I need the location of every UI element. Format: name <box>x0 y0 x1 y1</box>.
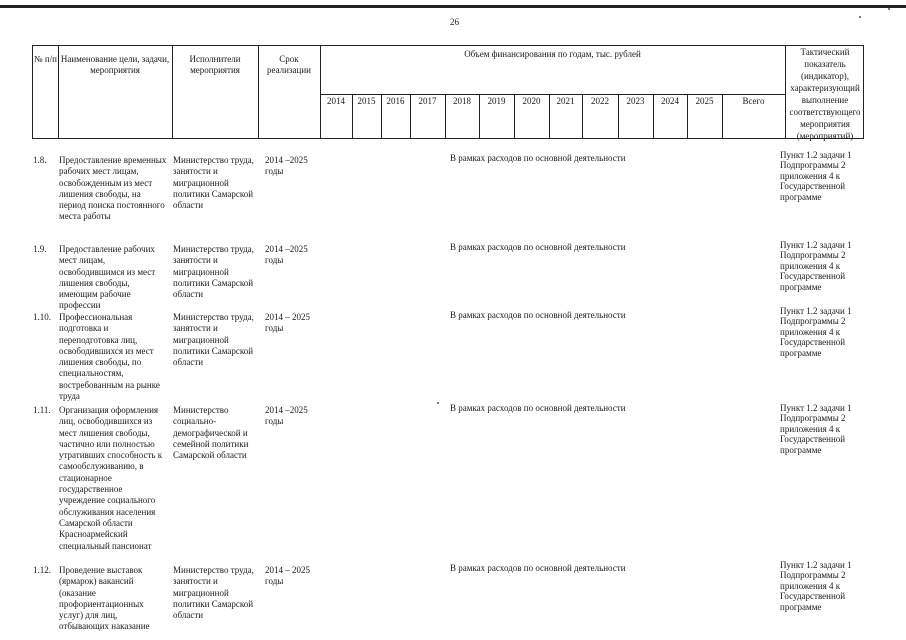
row-financing: В рамках расходов по основной деятельности <box>450 563 626 573</box>
top-scan-border <box>0 5 906 8</box>
row-executors: Министерство социально-демографической и семейной политики Самарской области <box>173 405 249 461</box>
year-2015: 2015 <box>357 96 376 106</box>
header-divider <box>172 46 173 138</box>
scan-speck <box>888 8 890 10</box>
row-number: 1.10. <box>33 312 51 322</box>
row-indicator: Пункт 1.2 задачи 1 Подпрограммы 2 приложения 4 к Государственной программе <box>780 306 852 358</box>
header-num: № п/п <box>34 54 57 64</box>
row-indicator: Пункт 1.2 задачи 1 Подпрограммы 2 приложения 4 к Государственной программе <box>780 150 852 202</box>
header-indicator: Тактический показатель (индикатор), характеризующий выполнение соответствующего мероприятия (мероприятий) <box>789 47 861 141</box>
year-2018: 2018 <box>453 96 471 106</box>
row-indicator: Пункт 1.2 задачи 1 Подпрограммы 2 приложения 4 к Государственной программе <box>780 403 852 455</box>
row-number: 1.9. <box>33 244 47 254</box>
table-header <box>32 45 864 139</box>
row-number: 1.11. <box>33 405 51 415</box>
row-name: Организация оформления лиц, освободившихся из мест лишения свободы, частично или полностью утративших способность к самообслуживанию, в стационарное государственное учреждение социального обслуживания населения Самарской области Красноармейский специальный пансионат <box>59 405 163 551</box>
header-divider <box>785 46 786 138</box>
year-2024: 2024 <box>661 96 679 106</box>
row-executors: Министерство труда, занятости и миграционной политики Самарской области <box>173 312 254 368</box>
row-executors: Министерство труда, занятости и миграционной политики Самарской области <box>173 565 254 621</box>
row-number: 1.12. <box>33 565 51 575</box>
year-2017: 2017 <box>418 96 437 106</box>
scan-speck <box>437 402 439 404</box>
header-executors: Исполнители мероприятия <box>189 54 241 75</box>
row-number: 1.8. <box>33 155 47 165</box>
row-executors: Министерство труда, занятости и миграционной политики Самарской области <box>173 244 254 300</box>
row-name: Предоставление временных рабочих мест лицам, освобожденным из мест лишения свободы, на период поиска постоянного места работы <box>59 155 167 222</box>
row-indicator: Пункт 1.2 задачи 1 Подпрограммы 2 приложения 4 к Государственной программе <box>780 240 852 292</box>
row-term: 2014 –2025 годы <box>265 405 308 427</box>
scan-speck <box>859 16 861 18</box>
header-divider <box>258 46 259 138</box>
row-financing: В рамках расходов по основной деятельности <box>450 403 626 413</box>
header-term: Срок реализации <box>267 54 311 75</box>
row-term: 2014 – 2025 годы <box>265 565 310 587</box>
row-executors: Министерство труда, занятости и миграционной политики Самарской области <box>173 155 254 211</box>
year-2016: 2016 <box>386 96 405 106</box>
page-number: 26 <box>450 17 459 27</box>
row-financing: В рамках расходов по основной деятельности <box>450 153 626 163</box>
header-name: Наименование цели, задачи, мероприятия <box>60 54 170 75</box>
row-name: Предоставление рабочих мест лицам, освободившимся из мест лишения свободы, имеющим рабочие профессии <box>59 244 156 311</box>
row-name: Проведение выставок (ярмарок) вакансий (оказание профориентационных услуг) для лиц, отбывающих наказание <box>59 565 150 632</box>
row-financing: В рамках расходов по основной деятельности <box>450 242 626 252</box>
row-indicator: Пункт 1.2 задачи 1 Подпрограммы 2 приложения 4 к Государственной программе <box>780 560 852 612</box>
year-2014: 2014 <box>327 96 345 106</box>
year-2023: 2023 <box>626 96 645 106</box>
year-2019: 2019 <box>487 96 506 106</box>
year-total: Всего <box>742 96 765 106</box>
row-name: Профессиональная подготовка и переподготовка лиц, освободившихся из мест лишения свободы, по специальностям, востребованным на рынке труда <box>59 312 160 402</box>
header-divider <box>58 46 59 138</box>
year-2025: 2025 <box>695 96 714 106</box>
header-financing: Объем финансирования по годам, тыс. рублей <box>464 49 641 59</box>
row-term: 2014 – 2025 годы <box>265 312 310 334</box>
year-2020: 2020 <box>522 96 541 106</box>
year-2021: 2021 <box>556 96 575 106</box>
year-2022: 2022 <box>591 96 609 106</box>
row-term: 2014 –2025 годы <box>265 155 308 177</box>
row-financing: В рамках расходов по основной деятельности <box>450 310 626 320</box>
row-term: 2014 –2025 годы <box>265 244 308 266</box>
